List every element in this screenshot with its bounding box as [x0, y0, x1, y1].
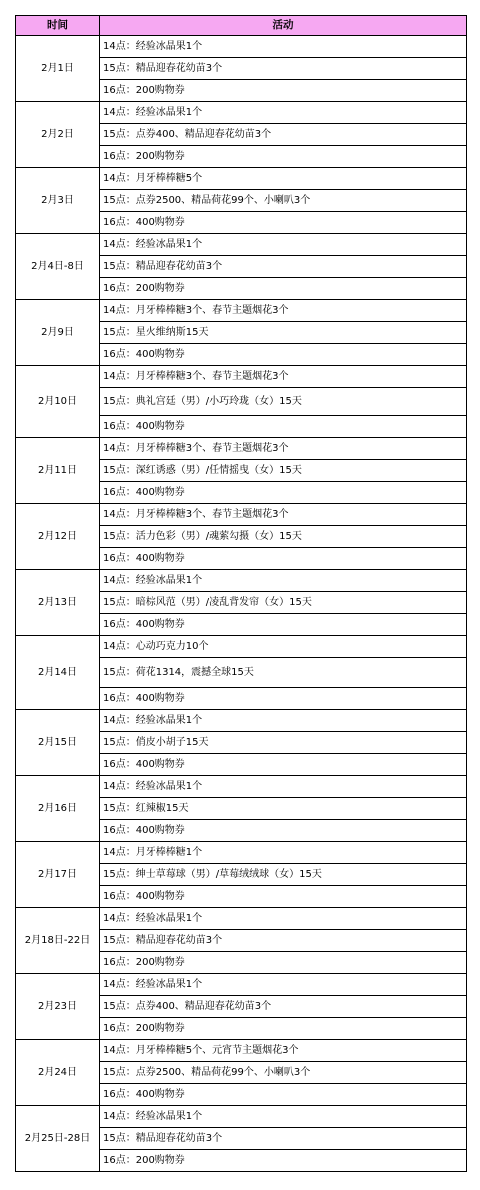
activity-cell: 14点：经验冰晶果1个	[100, 776, 467, 798]
table-row	[16, 1040, 467, 1062]
activity-cell: 14点：月牙棒棒糖5个	[100, 168, 467, 190]
schedule-table	[15, 15, 467, 1172]
activity-cell: 15点：点券400、精品迎春花幼苗3个	[100, 996, 467, 1018]
activity-cell: 16点：200购物券	[100, 146, 467, 168]
date-cell: 2月10日	[16, 366, 100, 438]
table-row	[16, 636, 467, 658]
table-row	[16, 710, 467, 732]
activity-cell: 15点：荷花1314，震撼全球15天	[100, 658, 467, 688]
date-cell: 2月23日	[16, 974, 100, 1040]
activity-cell: 14点：经验冰晶果1个	[100, 570, 467, 592]
activity-cell: 16点：400购物券	[100, 212, 467, 234]
activity-cell: 14点：经验冰晶果1个	[100, 36, 467, 58]
date-cell: 2月12日	[16, 504, 100, 570]
activity-cell: 15点：俏皮小胡子15天	[100, 732, 467, 754]
activity-cell: 16点：400购物券	[100, 614, 467, 636]
activity-cell: 16点：400购物券	[100, 886, 467, 908]
table-row	[16, 1106, 467, 1128]
table-row	[16, 366, 467, 388]
table-row	[16, 102, 467, 124]
date-cell: 2月13日	[16, 570, 100, 636]
activity-cell: 15点：深红诱惑（男）/任情摇曳（女）15天	[100, 460, 467, 482]
date-cell: 2月4日-8日	[16, 234, 100, 300]
activity-cell: 16点：400购物券	[100, 416, 467, 438]
table-row	[16, 504, 467, 526]
table-row	[16, 974, 467, 996]
activity-cell: 14点：月牙棒棒糖3个、春节主题烟花3个	[100, 504, 467, 526]
date-cell: 2月11日	[16, 438, 100, 504]
activity-cell: 16点：200购物券	[100, 278, 467, 300]
date-cell: 2月3日	[16, 168, 100, 234]
activity-cell: 15点：红辣椒15天	[100, 798, 467, 820]
activity-cell: 15点：点券2500、精品荷花99个、小喇叭3个	[100, 190, 467, 212]
activity-cell: 15点：暗棕风范（男）/凌乱背发帘（女）15天	[100, 592, 467, 614]
header-row	[16, 16, 467, 36]
activity-cell: 14点：心动巧克力10个	[100, 636, 467, 658]
activity-cell: 14点：经验冰晶果1个	[100, 1106, 467, 1128]
table-row	[16, 438, 467, 460]
table-row	[16, 842, 467, 864]
activity-cell: 15点：绅士草莓球（男）/草莓绒绒球（女）15天	[100, 864, 467, 886]
activity-cell: 16点：400购物券	[100, 820, 467, 842]
table-row	[16, 776, 467, 798]
date-cell: 2月2日	[16, 102, 100, 168]
activity-cell: 14点：月牙棒棒糖3个、春节主题烟花3个	[100, 300, 467, 322]
activity-cell: 14点：月牙棒棒糖1个	[100, 842, 467, 864]
activity-cell: 15点：典礼宫廷（男）/小巧玲珑（女）15天	[100, 388, 467, 416]
activity-cell: 14点：月牙棒棒糖3个、春节主题烟花3个	[100, 366, 467, 388]
activity-cell: 15点：精品迎春花幼苗3个	[100, 1128, 467, 1150]
activity-cell: 14点：经验冰晶果1个	[100, 102, 467, 124]
activity-cell: 14点：经验冰晶果1个	[100, 908, 467, 930]
header-time: 时间	[16, 16, 100, 36]
table-row	[16, 36, 467, 58]
activity-cell: 16点：200购物券	[100, 952, 467, 974]
date-cell: 2月1日	[16, 36, 100, 102]
activity-cell: 16点：400购物券	[100, 1084, 467, 1106]
activity-cell: 14点：经验冰晶果1个	[100, 974, 467, 996]
activity-cell: 16点：200购物券	[100, 1150, 467, 1172]
activity-cell: 15点：精品迎春花幼苗3个	[100, 930, 467, 952]
activity-cell: 15点：活力色彩（男）/魂萦勾摄（女）15天	[100, 526, 467, 548]
activity-cell: 16点：400购物券	[100, 688, 467, 710]
activity-cell: 16点：200购物券	[100, 80, 467, 102]
date-cell: 2月17日	[16, 842, 100, 908]
date-cell: 2月25日-28日	[16, 1106, 100, 1172]
activity-cell: 16点：400购物券	[100, 482, 467, 504]
activity-cell: 15点：星火维纳斯15天	[100, 322, 467, 344]
date-cell: 2月24日	[16, 1040, 100, 1106]
activity-cell: 16点：400购物券	[100, 754, 467, 776]
activity-cell: 15点：点券400、精品迎春花幼苗3个	[100, 124, 467, 146]
activity-cell: 15点：精品迎春花幼苗3个	[100, 256, 467, 278]
date-cell: 2月9日	[16, 300, 100, 366]
activity-cell: 15点：精品迎春花幼苗3个	[100, 58, 467, 80]
activity-cell: 16点：400购物券	[100, 548, 467, 570]
table-row	[16, 168, 467, 190]
activity-cell: 14点：月牙棒棒糖3个、春节主题烟花3个	[100, 438, 467, 460]
date-cell: 2月16日	[16, 776, 100, 842]
activity-cell: 15点：点券2500、精品荷花99个、小喇叭3个	[100, 1062, 467, 1084]
table-row	[16, 908, 467, 930]
activity-cell: 14点：月牙棒棒糖5个、元宵节主题烟花3个	[100, 1040, 467, 1062]
table-row	[16, 300, 467, 322]
activity-cell: 16点：200购物券	[100, 1018, 467, 1040]
header-activity: 活动	[100, 16, 467, 36]
table-row	[16, 570, 467, 592]
activity-cell: 14点：经验冰晶果1个	[100, 710, 467, 732]
activity-cell: 14点：经验冰晶果1个	[100, 234, 467, 256]
activity-cell: 16点：400购物券	[100, 344, 467, 366]
date-cell: 2月15日	[16, 710, 100, 776]
table-row	[16, 234, 467, 256]
date-cell: 2月14日	[16, 636, 100, 710]
date-cell: 2月18日-22日	[16, 908, 100, 974]
schedule-body	[16, 36, 467, 1172]
